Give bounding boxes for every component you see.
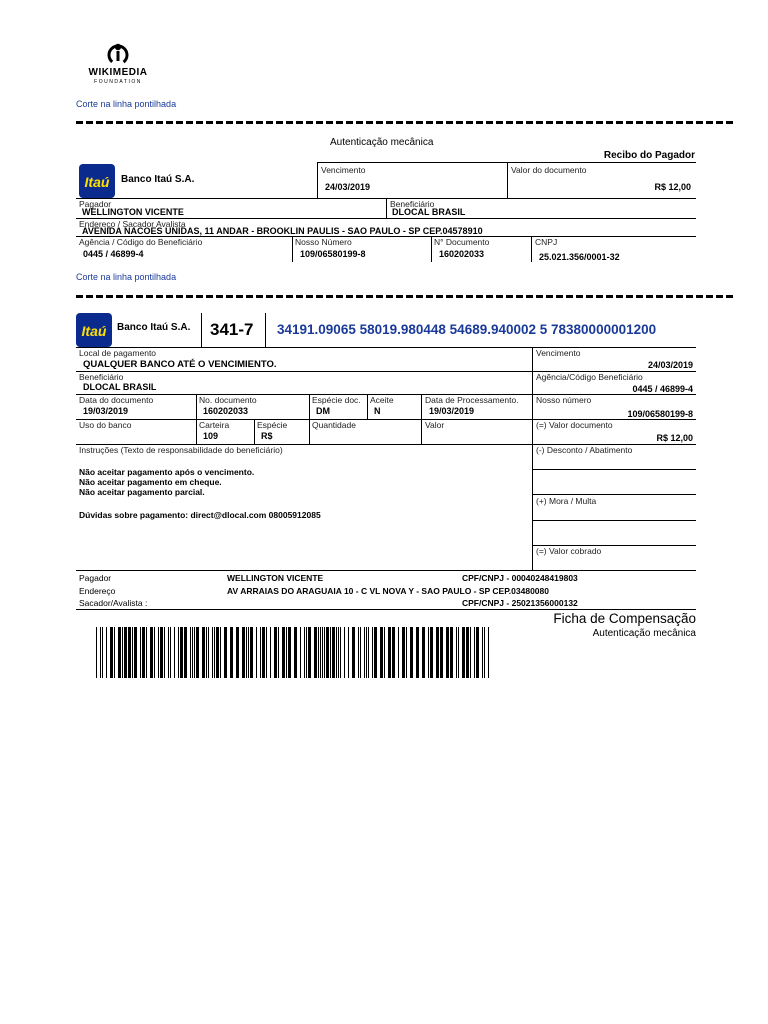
ficha-local-label: Local de pagamento	[79, 348, 157, 358]
fine-label: (+) Mora / Multa	[536, 496, 597, 506]
instruction-3: Não aceitar pagamento parcial.	[79, 487, 205, 497]
itau-logo: Itaú	[79, 164, 115, 198]
bank-use-label: Uso do banco	[79, 420, 132, 430]
guarantor-label: Sacador/Avalista :	[79, 598, 148, 608]
wikimedia-logo-icon	[106, 42, 130, 66]
itau-logo-ficha: Itaú	[76, 313, 112, 347]
ficha-authentication: Autenticação mecânica	[592, 628, 696, 639]
instructions-label: Instruções (Texto de responsabilidade do beneficiário)	[79, 445, 283, 455]
address: AV ARRAIAS DO ARAGUAIA 10 - C VL NOVA Y - SAO PAULO - SP CEP.03480080	[227, 586, 549, 596]
barcode	[96, 627, 491, 678]
receipt-bank-name: Banco Itaú S.A.	[121, 174, 195, 185]
instruction-2: Não aceitar pagamento em cheque.	[79, 477, 222, 487]
receipt-our-number-label: Nosso Número	[295, 237, 352, 247]
payer-label: Pagador	[79, 573, 112, 583]
accept: N	[374, 406, 381, 416]
ficha-title: Ficha de Compensação	[553, 611, 696, 626]
digitable-line: 34191.09065 58019.980448 54689.940002 5 78380000001200	[277, 322, 657, 337]
doc-kind-label: Espécie doc.	[312, 395, 361, 405]
ficha-due-label: Vencimento	[536, 348, 581, 358]
receipt-address: AVENIDA NACOES UNIDAS, 11 ANDAR - BROOKLIN PAULIS - SAO PAULO - SP CEP.04578910	[82, 226, 483, 236]
instruction-1: Não aceitar pagamento após o vencimento.	[79, 467, 255, 477]
doc-kind: DM	[316, 406, 330, 416]
processing-date-label: Data de Processamento.	[425, 395, 519, 405]
cut-line-label: Corte na linha pontilhada	[76, 99, 177, 109]
receipt-beneficiary-label: Beneficiário	[390, 199, 435, 209]
ficha-bank-name: Banco Itaú S.A.	[117, 322, 191, 333]
wikimedia-logo	[78, 42, 158, 88]
ficha-agency: 0445 / 46899-4	[632, 384, 693, 394]
doc-number: 160202033	[203, 406, 249, 416]
payer-cpf: CPF/CNPJ - 00040248419803	[462, 573, 578, 583]
receipt-cnpj-label: CNPJ	[535, 237, 558, 247]
cut-line-2	[76, 295, 733, 298]
our-number: 109/06580199-8	[627, 409, 693, 419]
wallet: 109	[203, 431, 219, 441]
logo-sub: FOUNDATION	[94, 79, 142, 85]
cut-line	[76, 121, 733, 124]
doc-value-label: (=) Valor documento	[536, 420, 613, 430]
receipt-payer-label: Pagador	[79, 199, 112, 209]
charged-value-label: (=) Valor cobrado	[536, 546, 602, 556]
guarantor-cpf: CPF/CNPJ - 25021356000132	[462, 598, 578, 608]
receipt-doc-label: N° Documento	[434, 237, 490, 247]
questions-contact: Dúvidas sobre pagamento: direct@dlocal.com 08005912085	[79, 510, 321, 520]
receipt-title: Recibo do Pagador	[603, 150, 695, 161]
receipt-payer: WELLINGTON VICENTE	[82, 207, 184, 217]
address-label: Endereço	[79, 586, 116, 596]
quantity-label: Quantidade	[312, 420, 356, 430]
our-number-label: Nosso número	[536, 395, 592, 405]
ficha-local: QUALQUER BANCO ATÉ O VENCIMIENTO.	[83, 359, 277, 370]
receipt-agency: 0445 / 46899-4	[83, 249, 144, 259]
currency-label: Espécie	[257, 420, 288, 430]
value-label: Valor	[425, 420, 445, 430]
processing-date: 19/03/2019	[429, 406, 475, 416]
receipt-authentication: Autenticação mecânica	[330, 137, 434, 148]
doc-date-label: Data do documento	[79, 395, 154, 405]
receipt-our-number: 109/06580199-8	[300, 249, 366, 259]
doc-date: 19/03/2019	[83, 406, 129, 416]
receipt-doc: 160202033	[439, 249, 485, 259]
accept-label: Aceite	[370, 395, 394, 405]
payer: WELLINGTON VICENTE	[227, 573, 324, 583]
receipt-value-label: Valor do documento	[511, 165, 587, 175]
doc-value: R$ 12,00	[656, 433, 693, 443]
wallet-label: Carteira	[199, 420, 230, 430]
cut-line-label-2: Corte na linha pontilhada	[76, 272, 177, 282]
logo-name: WIKIMEDIA	[88, 67, 148, 78]
receipt-address-label: Endereço / Sacador Avalista	[79, 219, 186, 229]
bank-code: 341-7	[210, 320, 254, 339]
receipt-due: 24/03/2019	[325, 182, 371, 192]
receipt-beneficiary: DLOCAL BRASIL	[392, 207, 466, 217]
receipt-value: R$ 12,00	[654, 182, 691, 192]
ficha-agency-label: Agência/Código Beneficiário	[536, 372, 643, 382]
receipt-due-label: Vencimento	[321, 165, 366, 175]
ficha-beneficiary: DLOCAL BRASIL	[83, 382, 157, 392]
ficha-due: 24/03/2019	[647, 360, 693, 370]
ficha-beneficiary-label: Beneficiário	[79, 372, 124, 382]
currency: R$	[261, 431, 273, 441]
doc-number-label: No. documento	[199, 395, 257, 405]
receipt-agency-label: Agência / Código do Beneficiário	[79, 237, 203, 247]
discount-label: (-) Desconto / Abatimento	[536, 445, 633, 455]
receipt-cnpj: 25.021.356/0001-32	[539, 252, 620, 262]
